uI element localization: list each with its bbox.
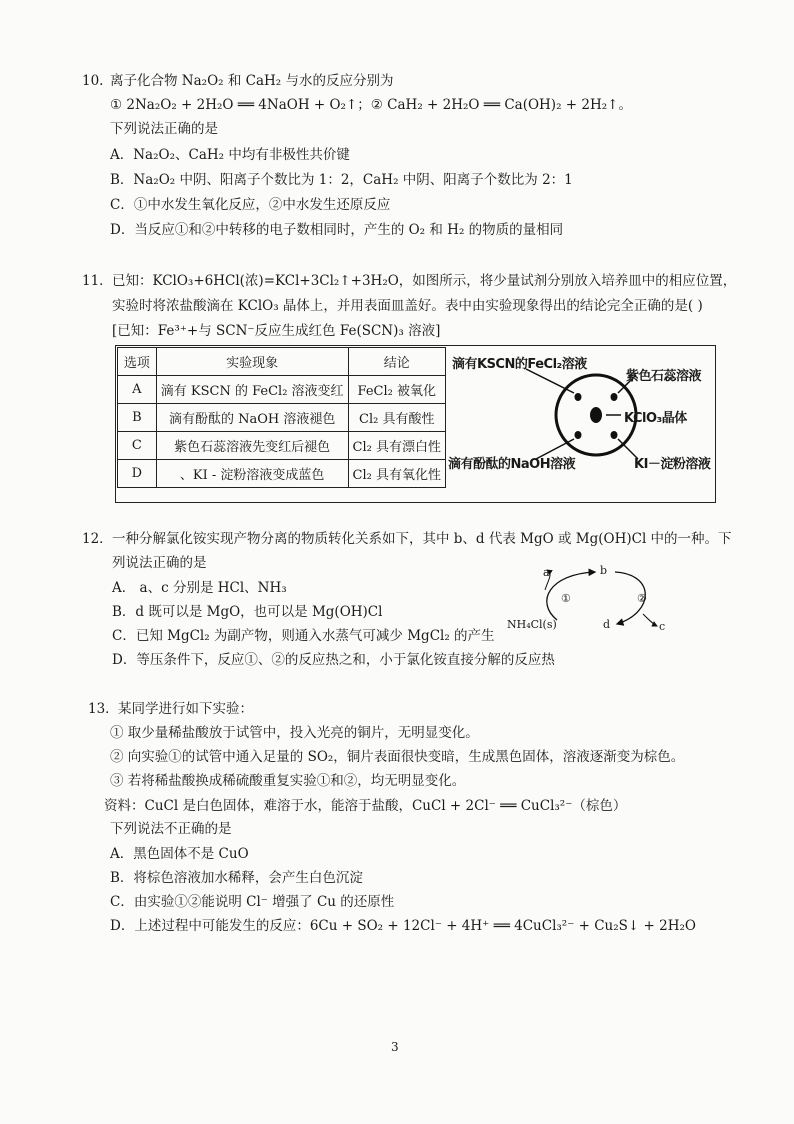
header-conclusion: 结论 bbox=[348, 348, 445, 376]
q13-option-d: D．上述过程中可能发生的反应：6Cu + SO₂ + 12Cl⁻ + 4H⁺ ══ 4CuCl₃²⁻ + Cu₂S↓ + 2H₂O bbox=[110, 918, 696, 934]
table-row bbox=[118, 460, 446, 488]
table-header-row bbox=[118, 348, 446, 376]
header-option: 选项 bbox=[118, 348, 157, 376]
row-phenomenon: 、KI - 淀粉溶液变成蓝色 bbox=[156, 460, 348, 488]
reaction-2-label: ② bbox=[637, 592, 647, 605]
q10-option-b: B．Na₂O₂ 中阴、阳离子个数比为 1：2，CaH₂ 中阴、阳离子个数比为 2：1 bbox=[110, 172, 573, 188]
table-row bbox=[118, 432, 446, 460]
row-conclusion: Cl₂ 具有漂白性 bbox=[348, 432, 445, 460]
q10-reactions: ① 2Na₂O₂ + 2H₂O ══ 4NaOH + O₂↑；② CaH₂ + 2H₂O ══ Ca(OH)₂ + 2H₂↑。 bbox=[110, 97, 632, 113]
row-option: C bbox=[118, 432, 157, 460]
q11-note: [已知：Fe³⁺+与 SCN⁻反应生成红色 Fe(SCN)₃ 溶液] bbox=[112, 323, 441, 339]
q13-info: 资料：CuCl 是白色固体，难溶于水，能溶于盐酸，CuCl + 2Cl⁻ ══ CuCl₃²⁻（棕色） bbox=[104, 798, 627, 814]
q12-option-c: C．已知 MgCl₂ 为副产物，则通入水蒸气可减少 MgCl₂ 的产生 bbox=[112, 628, 495, 644]
table-row bbox=[118, 376, 446, 404]
reagent-dot-top-right bbox=[611, 393, 618, 401]
kclo3-crystal-dot bbox=[590, 407, 602, 423]
q13-number: 13． bbox=[88, 701, 119, 717]
q13-option-a: A．黑色固体不是 CuO bbox=[110, 846, 249, 862]
q10-option-a: A．Na₂O₂、CaH₂ 中均有非极性共价键 bbox=[110, 147, 350, 163]
q13-ask: 下列说法不正确的是 bbox=[110, 821, 232, 837]
q11-stem-line2: 实验时将浓盐酸滴在 KClO₃ 晶体上，并用表面皿盖好。表中由实验现象得出的结论完全正确的是( ) bbox=[112, 298, 703, 314]
table-row bbox=[118, 404, 446, 432]
species-nh4cl: NH₄Cl(s) bbox=[507, 618, 557, 631]
q10-number: 10. bbox=[82, 73, 104, 89]
row-conclusion: Cl₂ 具有酸性 bbox=[348, 404, 445, 432]
row-conclusion: FeCl₂ 被氧化 bbox=[348, 376, 445, 404]
petri-dish-diagram bbox=[446, 347, 712, 499]
q13-step-3: ③ 若将稀盐酸换成稀硫酸重复实验①和②，均无明显变化。 bbox=[110, 773, 466, 789]
label-litmus: 紫色石蕊溶液 bbox=[626, 369, 702, 384]
reagent-dot-bottom-right bbox=[611, 431, 618, 439]
q10-option-d: D．当反应①和②中转移的电子数相同时，产生的 O₂ 和 H₂ 的物质的量相同 bbox=[110, 222, 564, 238]
cycle-diagram bbox=[505, 562, 675, 640]
row-option: A bbox=[118, 376, 157, 404]
q11-stem-line1: 已知：KClO₃+6HCl(浓)=KCl+3Cl₂↑+3H₂O，如图所示，将少量试剂分别放入培养皿中的相应位置， bbox=[112, 273, 737, 289]
q12-stem-line2: 列说法正确的是 bbox=[112, 555, 207, 571]
row-option: B bbox=[118, 404, 157, 432]
row-phenomenon: 滴有 KSCN 的 FeCl₂ 溶液变红 bbox=[156, 376, 348, 404]
q10-ask: 下列说法正确的是 bbox=[110, 121, 218, 137]
reagent-dot-bottom-left bbox=[575, 431, 582, 439]
label-kclo3: KClO₃晶体 bbox=[624, 411, 687, 426]
q13-step-2: ② 向实验①的试管中通入足量的 SO₂，铜片表面很快变暗，生成黑色固体，溶液逐渐变为棕色。 bbox=[110, 749, 685, 765]
q11-number: 11． bbox=[82, 273, 113, 289]
row-option: D bbox=[118, 460, 157, 488]
page-number: 3 bbox=[391, 1040, 399, 1054]
row-phenomenon: 紫色石蕊溶液先变红后褪色 bbox=[156, 432, 348, 460]
label-phenolphthalein-naoh: 滴有酚酞的NaOH溶液 bbox=[448, 457, 576, 472]
q10-option-c: C．①中水发生氧化反应，②中水发生还原反应 bbox=[110, 197, 391, 213]
header-phenomenon: 实验现象 bbox=[156, 348, 348, 376]
reaction-1-label: ① bbox=[561, 592, 571, 605]
label-kscn-fecl2: 滴有KSCN的FeCl₂溶液 bbox=[452, 357, 587, 372]
q13-option-c: C．由实验①②能说明 Cl⁻ 增强了 Cu 的还原性 bbox=[110, 894, 395, 910]
q13-stem: 某同学进行如下实验： bbox=[118, 701, 253, 717]
q12-number: 12． bbox=[82, 531, 113, 547]
q10-stem: 离子化合物 Na₂O₂ 和 CaH₂ 与水的反应分别为 bbox=[110, 73, 394, 89]
label-ki-starch: KI－淀粉溶液 bbox=[634, 457, 711, 472]
species-b: b bbox=[600, 564, 608, 577]
q12-option-b: B．d 既可以是 MgO，也可以是 Mg(OH)Cl bbox=[112, 604, 383, 620]
species-a: a bbox=[543, 566, 550, 579]
species-c: c bbox=[659, 620, 666, 633]
pointer-line bbox=[526, 369, 574, 393]
q13-step-1: ① 取少量稀盐酸放于试管中，投入光亮的铜片，无明显变化。 bbox=[110, 725, 479, 741]
row-phenomenon: 滴有酚酞的 NaOH 溶液褪色 bbox=[156, 404, 348, 432]
q12-stem-line1: 一种分解氯化铵实现产物分离的物质转化关系如下，其中 b、d 代表 MgO 或 Mg(OH)Cl 中的一种。下 bbox=[112, 531, 732, 547]
q12-option-a: A． a、c 分别是 HCl、NH₃ bbox=[112, 580, 287, 596]
q13-option-b: B．将棕色溶液加水稀释，会产生白色沉淀 bbox=[110, 870, 363, 886]
q12-option-d: D．等压条件下，反应①、②的反应热之和，小于氯化铵直接分解的反应热 bbox=[112, 652, 555, 668]
species-d: d bbox=[603, 618, 611, 631]
product-c-arrow bbox=[643, 614, 657, 626]
q11-experiment-table bbox=[117, 347, 446, 488]
reagent-dot-top-left bbox=[575, 393, 582, 401]
row-conclusion: Cl₂ 具有氧化性 bbox=[348, 460, 445, 488]
